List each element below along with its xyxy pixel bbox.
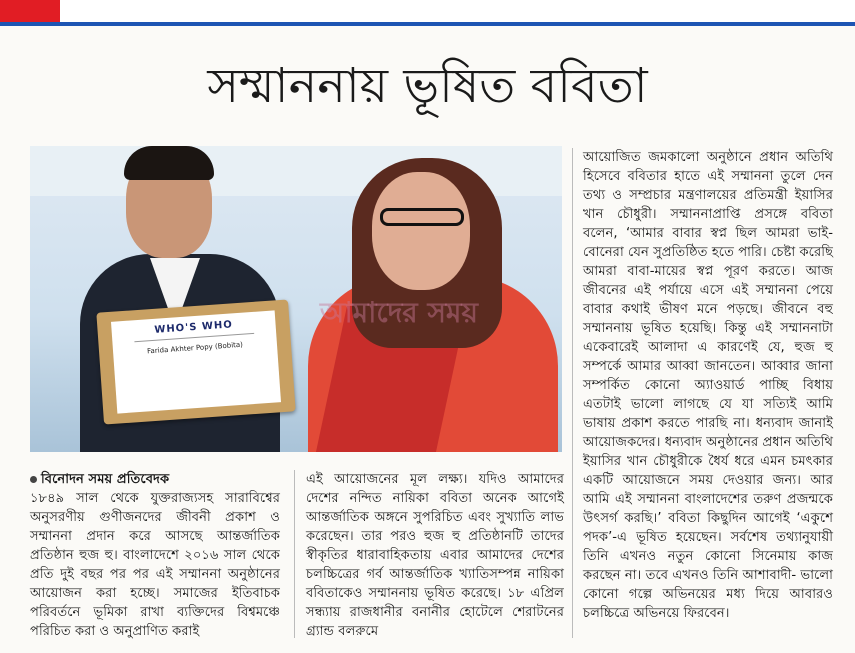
column-1-text: ১৮৪৯ সাল থেকে যুক্তরাজ্যসহ সারাবিশ্বের অনুসরণীয় গুণীজনদের জীবনী প্রকাশ ও সম্মাননা প্রদান করে আসছে আন্তর্জাতিক প্রতিষ্ঠান হুজ হু। বাংলাদেশে ২০১৬ সাল থেকে প্রতি দুই বছর পর পর এই সম্মাননা অনুষ্ঠানের আয়োজন করা হচ্ছে। সমাজের ইতিবাচক পরিবর্তনে ভূমিকা রাখা ব্যক্তিদের বিশ্বমঞ্চে পরিচিত করা ও অনুপ্রাণিত করাই [30,491,280,639]
article-photo [30,146,562,452]
column-divider [572,148,573,638]
award-recipient-name: Farida Akhter Popy (Bobita) [146,340,244,356]
award-plaque [96,299,295,424]
glasses-icon [380,208,464,226]
article-column-2 [306,470,564,641]
byline [30,470,280,489]
bullet-icon [30,476,37,483]
watermark: আমাদের সময় [320,296,478,329]
masthead-rule [0,22,855,26]
award-title: WHO'S WHO [154,319,234,336]
award-certificate [111,310,281,413]
column-3-text: আয়োজিত জমকালো অনুষ্ঠানে প্রধান অতিথি হিসেবে ববিতার হাতে এই সম্মাননা তুলে দেন তথ্য ও সম্প্রচার মন্ত্রণালয়ের প্রতিমন্ত্রী ইয়াসির খান চৌধুরী। সম্মাননাপ্রাপ্তি প্রসঙ্গে ববিতা বলেন, ‘আমার বাবার স্বপ্ন ছিল আমরা ভাই-বোনেরা যেন সুপ্রতিষ্ঠিত হতে পারি। চেষ্টা করেছি আমরা বাবা-মায়ের স্বপ্ন পূরণ করতে। আজ জীবনের এই পর্যায়ে এসে এই সম্মাননা পেয়ে বাবার কথাই ভীষণ মনে পড়ছে। জীবনে বহু সম্মাননায় ভূষিত হয়েছি। কিন্তু এই সম্মাননাটা একেবারেই আলাদা এ কারণেই যে, হুজ হু সম্পর্কে আমার আব্বা জানতেন। আব্বার জানা সম্পর্কিত কোনো অ্যাওয়ার্ড পাচ্ছি বিধায় এতটাই ভালো লাগছে যে যা সত্যিই আমি ভাষায় প্রকাশ করতে পারছি না। ধন্যবাদ জানাই আয়োজকদের। ধন্যবাদ অনুষ্ঠানের প্রধান অতিথি ইয়াসির খান চৌধুরীকে ধৈর্য ধরে এমন চমৎকার একটি আয়োজনে সময় দেওয়ার জন্য। আর আমি এই সম্মাননা বাংলাদেশের তরুণ প্রজন্মকে উৎসর্গ করছি।’ ববিতা কিছুদিন আগেই ‘একুশে পদক’-এ ভূষিত হয়েছেন। সর্বশেষ তথ্যানুযায়ী তিনি এখনও নতুন কোনো সিনেমায় কাজ করছেন না। তবে এখনও তিনি আশাবাদী- ভালো কোনো গল্পে অভিনয়ের মধ্য দিয়ে আবারও চলচ্চিত্রে অভিনয়ে ফিরবেন। [583,150,833,621]
column-2-text: এই আয়োজনের মূল লক্ষ্য। যদিও আমাদের দেশের নন্দিত নায়িকা ববিতা অনেক আগেই আন্তর্জাতিক অঙ্গনে সুপরিচিত এবং সুখ্যাতি লাভ করেছেন। তার পরও হুজ হু প্রতিষ্ঠানটি তাদের স্বীকৃতির ধারাবাহিকতায় এবার আমাদের দেশের চলচ্চিত্রের গর্ব আন্তর্জাতিক খ্যাতিসম্পন্ন নায়িকা ববিতাকেও সম্মাননায় ভূষিত করেছে। ১৮ এপ্রিল সন্ধ্যায় রাজধানীর বনানীর হোটেলে শেরাটনের গ্র্যান্ড বলরুমে [306,472,564,639]
byline-text: বিনোদন সময় প্রতিবেদক [41,472,170,487]
masthead-red-block [0,0,60,24]
masthead [0,0,855,26]
column-divider [294,470,295,638]
man-hair [124,146,214,180]
woman-head [372,172,470,290]
article-column-1 [30,470,280,641]
headline: সম্মাননায় ভূষিত ববিতা [207,58,648,114]
article-column-3 [583,148,833,623]
